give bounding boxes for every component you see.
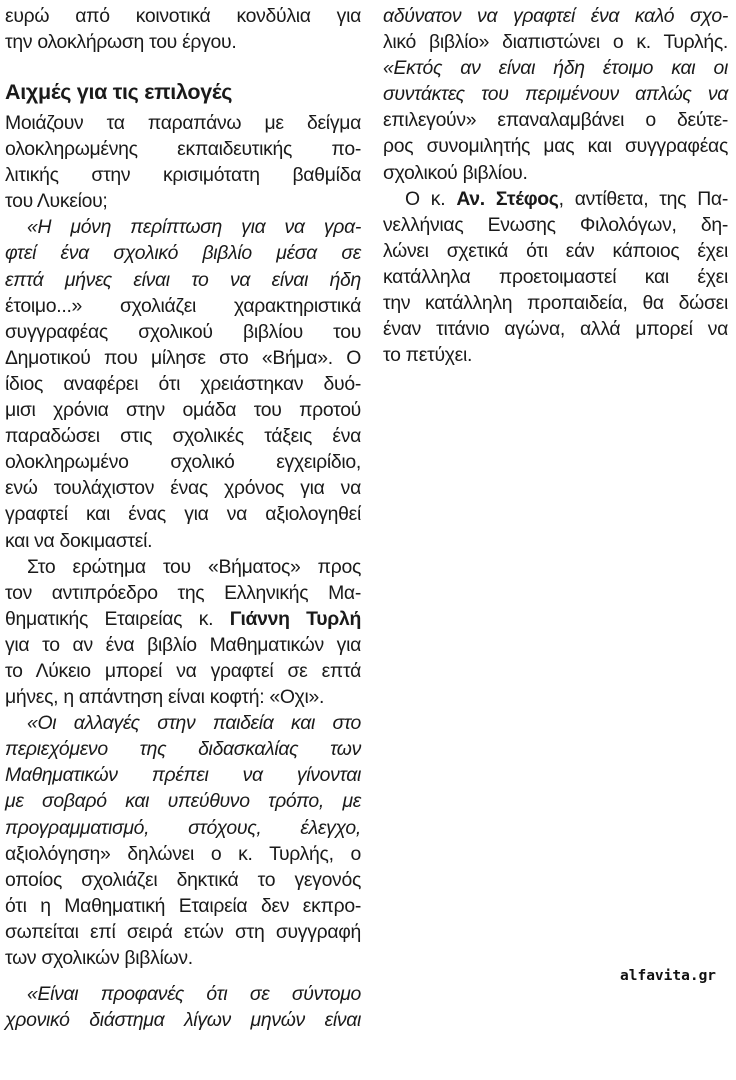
text-line: ότι η Μαθηματική Εταιρεία δεν εκπρο- [5, 894, 361, 917]
quote-line: «Η μόνη περίπτωση για να γρα- [27, 216, 361, 239]
paragraph [5, 981, 361, 1033]
text-line: έτοιμο...» σχολιάζει χαρακτηριστικά [5, 294, 361, 317]
text-line: το πετύχει. [383, 344, 473, 367]
text-line: του Λυκείου; [5, 190, 108, 213]
quote-line: «Οι αλλαγές στην παιδεία και στο [27, 712, 361, 735]
quote-line: επτά μήνες είναι το να είναι ήδη [5, 268, 361, 291]
text-line: ολοκληρωμένης εκπαιδευτικής πο- [5, 138, 361, 161]
person-name: Γιάννη Τυρλή [229, 607, 361, 630]
text-line: τον αντιπρόεδρο της Ελληνικής Μα- [5, 581, 361, 604]
quote-line: Μαθηματικών πρέπει να γίνονται [5, 764, 361, 787]
text-line: παραδώσει στις σχολικές τάξεις ένα [5, 425, 361, 448]
text-line: ολοκληρωμένο σχολικό εγχειρίδιο, [5, 451, 361, 474]
text-line: ευρώ από κοινοτικά κονδύλια για [5, 5, 361, 27]
text-line: κατάλληλα προετοιμαστεί και έχει [383, 265, 728, 288]
paragraph [383, 186, 728, 369]
text-line: αξιολόγηση» δηλώνει ο κ. Τυρλής, ο [5, 842, 361, 865]
text-line: την κατάλληλη προπαιδεία, θα δώσει [383, 292, 728, 315]
section-heading: Αιχμές για τις επιλογές [5, 80, 233, 104]
quote-line: «Εκτός αν είναι ήδη έτοιμο και οι [383, 57, 728, 80]
quote-line: προγραμματισμό, στόχους, έλεγχο, [5, 816, 361, 839]
text-line: συγγραφέας σχολικού βιβλίου του [5, 320, 361, 343]
text-line: θηματικής Εταιρείας κ. Γιάννη Τυρλή [5, 607, 361, 630]
text-line: λιτικής στην κρισιμότατη βαθμίδα [5, 164, 361, 187]
text-line: λικό βιβλίο» διαπιστώνει ο κ. Τυρλής. [383, 31, 728, 54]
watermark: alfavita.gr [620, 968, 717, 984]
paragraph [5, 110, 361, 214]
quote-line: αδύνατον να γραφτεί ένα καλό σχο- [383, 5, 728, 27]
text-line: την ολοκλήρωση του έργου. [5, 31, 237, 54]
text-line: γραφτεί και ένας για να αξιολογηθεί [5, 503, 361, 526]
text-line: Στο ερώτημα του «Βήματος» προς [27, 555, 361, 578]
text-line: ρος συνομιλητής μας και συγγραφέας [383, 135, 728, 158]
text-line: ίδιος αναφέρει ότι χρειάστηκαν δυό- [5, 372, 361, 395]
text-line: Δημοτικού που μίλησε στο «Βήμα». Ο [5, 346, 361, 369]
text-line: έναν τιτάνιο αγώνα, αλλά μπορεί να [383, 318, 728, 341]
text-line: μισι χρόνια στην ομάδα του προτού [5, 399, 361, 422]
text-line: για το αν ένα βιβλίο Μαθηματικών για [5, 633, 361, 656]
intro-paragraph [5, 3, 361, 55]
paragraph [5, 214, 361, 553]
quote-line: συντάκτες του περιμένουν απλώς να [383, 83, 728, 106]
text-line: σωπείται επί σειρά ετών στη συγγραφή [5, 920, 361, 943]
paragraph [383, 3, 728, 186]
quote-line: με σοβαρό και υπεύθυνο τρόπο, με [5, 790, 361, 813]
text-line: σχολικού βιβλίου. [383, 161, 528, 184]
quote-line: φτεί ένα σχολικό βιβλίο μέσα σε [5, 242, 361, 265]
text-line: των σχολικών βιβλίων. [5, 947, 193, 969]
person-name: Αν. Στέφος [456, 187, 559, 210]
text-line: οποίος σχολιάζει δηκτικά το γεγονός [5, 868, 361, 891]
quote-line: περιεχόμενο της διδασκαλίας των [5, 738, 361, 761]
text-line: λώνει σχετικά ότι εάν κάποιος έχει [383, 239, 728, 262]
text-line: το Λύκειο μπορεί να γραφτεί σε επτά [5, 659, 361, 682]
text-line: μήνες, η απάντηση είναι κοφτή: «Οχι». [5, 686, 325, 709]
text-line: Μοιάζουν τα παραπάνω με δείγμα [5, 112, 361, 134]
quote-line: «Είναι προφανές ότι σε σύντομο [27, 983, 361, 1006]
paragraph [5, 710, 361, 971]
quote-line: χρονικό διάστημα λίγων μηνών είναι [5, 1009, 361, 1032]
text-line: ενώ τουλάχιστον ένας χρόνος για να [5, 477, 361, 500]
text-line: επιλεγούν» επαναλαμβάνει ο δεύτε- [383, 109, 728, 132]
text-line: Ο κ. Αν. Στέφος, αντίθετα, της Πα- [405, 187, 728, 210]
paragraph [5, 554, 361, 711]
text-line: νελλήνιας Ενωσης Φιλολόγων, δη- [383, 213, 728, 236]
text-line: και να δοκιμαστεί. [5, 529, 153, 552]
left-column-body [5, 110, 361, 1033]
right-column [383, 3, 728, 368]
